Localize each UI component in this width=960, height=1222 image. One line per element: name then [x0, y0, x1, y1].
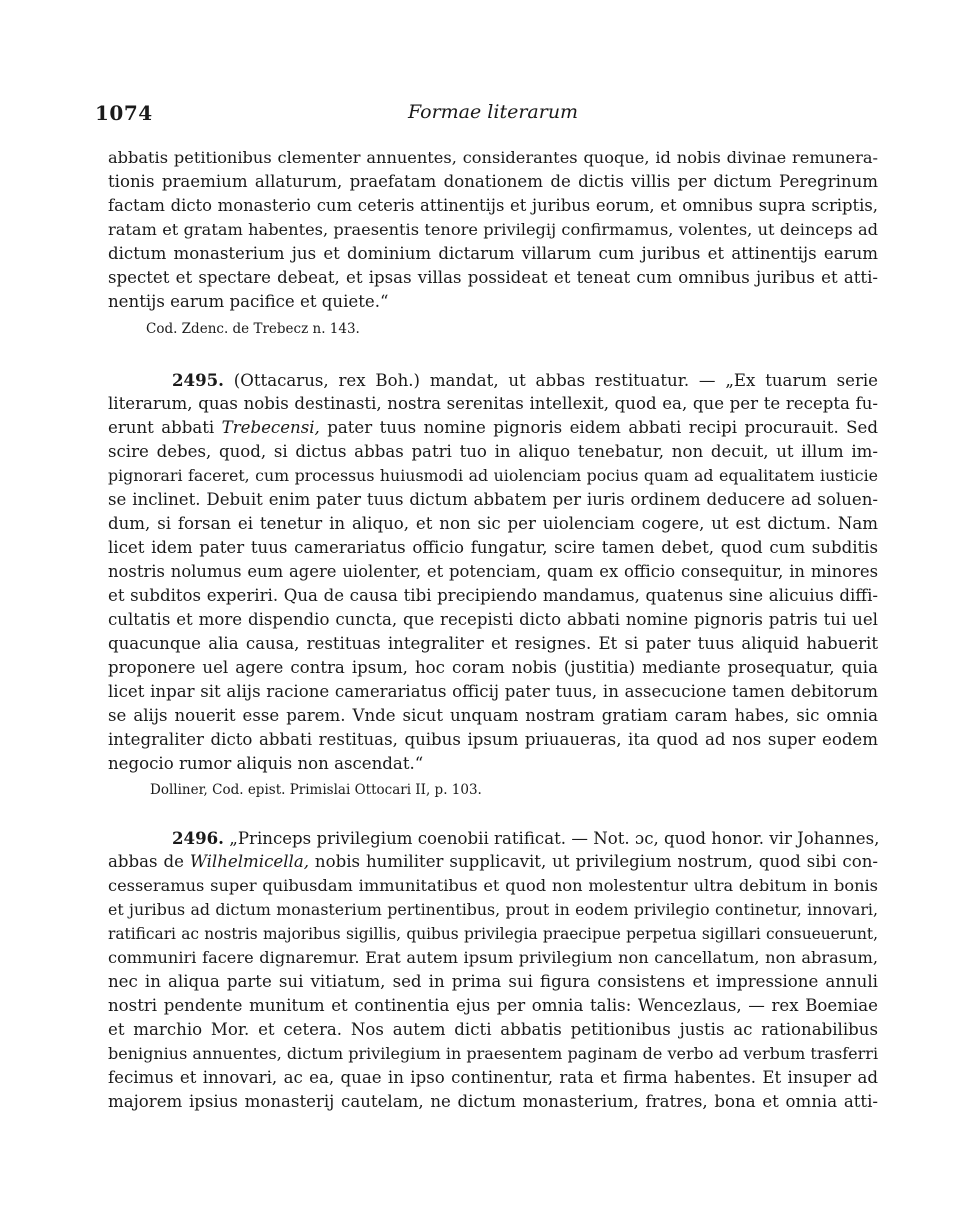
text-line: cultatis et more dispendio cuncta, que recepisti dicto abbati nomine pignoris patris tui uel — [108, 610, 878, 629]
text-segment: nobis humiliter supplicavit, ut privilegium nostrum, quod sibi con- — [309, 852, 878, 871]
text-line: abbatis petitionibus clementer annuentes, considerantes quoque, id nobis divinae remunera- — [108, 148, 878, 167]
text-line: factam dicto monasterio cum ceteris attinentijs et juribus eorum, et omnibus supra scriptis, — [108, 196, 878, 215]
place-name: Wilhelmicella, — [189, 852, 309, 871]
text-segment: erunt abbati — [108, 418, 222, 437]
text-line: cesseramus super quibusdam immunitatibus et quod non molestentur ultra debitum in bonis — [108, 876, 878, 895]
text-line: ratam et gratam habentes, praesentis tenore privilegij confirmamus, volentes, ut deinceps ad — [108, 220, 878, 239]
text-line: nentijs earum pacifice et quiete.“ — [108, 292, 389, 311]
text-line: se inclinet. Debuit enim pater tuus dictum abbatem per iuris ordinem deducere ad soluen- — [108, 490, 878, 509]
place-name: Trebecensi, — [221, 418, 320, 437]
text-line: licet inpar sit alijs racione camerariatus officij pater tuus, in assecucione tamen debitorum — [108, 682, 878, 701]
text-line: et subditos experiri. Qua de causa tibi precipiendo mandamus, quatenus sine alicuius diffi- — [108, 586, 878, 605]
text-line: nostri pendente munitum et continentia ejus per omnia talis: Wencezlaus, — rex Boemiae — [108, 996, 878, 1015]
text-line: integraliter dicto abbati restituas, quibus ipsum priuaueras, ita quod ad nos super eodem — [108, 730, 878, 749]
text-line: et juribus ad dictum monasterium pertinentibus, prout in eodem privilegio continetur, innovari, — [108, 900, 878, 919]
text-segment: abbas de — [108, 852, 190, 871]
entry-summary: (Ottacarus, rex Boh.) mandat, ut abbas restituatur. — „Ex tuarum serie — [233, 371, 878, 390]
entry-summary: „Princeps privilegium coenobii ratificat. — Not. ɔc, quod honor. vir Johannes, — [229, 829, 880, 848]
entry-number: 2495. — [172, 370, 224, 390]
text-line — [108, 418, 878, 438]
text-line: tionis praemium allaturum, praefatam donationem de dictis villis per dictum Peregrinum — [108, 172, 878, 191]
text-line: literarum, quas nobis destinasti, nostra serenitas intellexit, quod ea, que per te recepta fu- — [108, 394, 878, 413]
text-line: dum, si forsan ei tenetur in aliquo, et non sic per uiolenciam cogere, ut est dictum. Nam — [108, 514, 878, 533]
text-line: spectet et spectare debeat, et ipsas villas possideat et teneat cum omnibus juribus et atti- — [108, 268, 878, 287]
text-line: proponere uel agere contra ipsum, hoc coram nobis (justitia) mediante prosequatur, quia — [108, 658, 878, 677]
text-line: dictum monasterium jus et dominium dictarum villarum cum juribus et attinentijs earum — [108, 244, 878, 263]
text-line: licet idem pater tuus camerariatus officio fungatur, scire tamen debet, quod cum subditis — [108, 538, 878, 557]
text-line: pignorari faceret, cum processus huiusmodi ad uiolenciam pocius quam ad equalitatem iusticie — [108, 466, 878, 485]
running-title: Formae literarum — [408, 101, 579, 123]
text-line: scire debes, quod, si dictus abbas patri tuo in aliquo tenebatur, non decuit, ut illum im- — [108, 442, 878, 461]
text-line: et marchio Mor. et cetera. Nos autem dicti abbatis petitionibus justis ac rationabilibus — [108, 1020, 878, 1039]
page-number: 1074 — [95, 101, 153, 125]
text-line: fecimus et innovari, ac ea, quae in ipso continentur, rata et firma habentes. Et insuper ad — [108, 1068, 878, 1087]
text-line: nostris nolumus eum agere uiolenter, et potenciam, quam ex officio consequitur, in minores — [108, 562, 878, 581]
text-line: communiri facere dignaremur. Erat autem ipsum privilegium non cancellatum, non abrasum, — [108, 948, 878, 967]
entry-number: 2496. — [172, 828, 224, 848]
source-citation: Cod. Zdenc. de Trebecz n. 143. — [146, 321, 360, 337]
text-line: nec in aliqua parte sui vitiatum, sed in prima sui figura consistens et impressione annuli — [108, 972, 878, 991]
text-line — [108, 852, 878, 872]
text-line: negocio rumor aliquis non ascendat.“ — [108, 754, 424, 773]
text-line: quacunque alia causa, restituas integraliter et resignes. Et si pater tuus aliquid habuerit — [108, 634, 878, 653]
entry-heading-line — [172, 828, 878, 849]
text-line: benignius annuentes, dictum privilegium in praesentem paginam de verbo ad verbum trasferri — [108, 1044, 879, 1063]
entry-heading-line — [172, 370, 878, 391]
text-line: ratificari ac nostris majoribus sigillis, quibus privilegia praecipue perpetua sigillari consueuerunt, — [108, 925, 878, 943]
text-line: se alijs nouerit esse parem. Vnde sicut unquam nostram gratiam caram habes, sic omnia — [108, 706, 878, 725]
text-segment: pater tuus nomine pignoris eidem abbati recipi procurauit. Sed — [319, 418, 878, 437]
text-line: majorem ipsius monasterij cautelam, ne dictum monasterium, fratres, bona et omnia atti- — [108, 1092, 878, 1111]
source-citation: Dolliner, Cod. epist. Primislai Ottocari II, p. 103. — [150, 782, 482, 798]
